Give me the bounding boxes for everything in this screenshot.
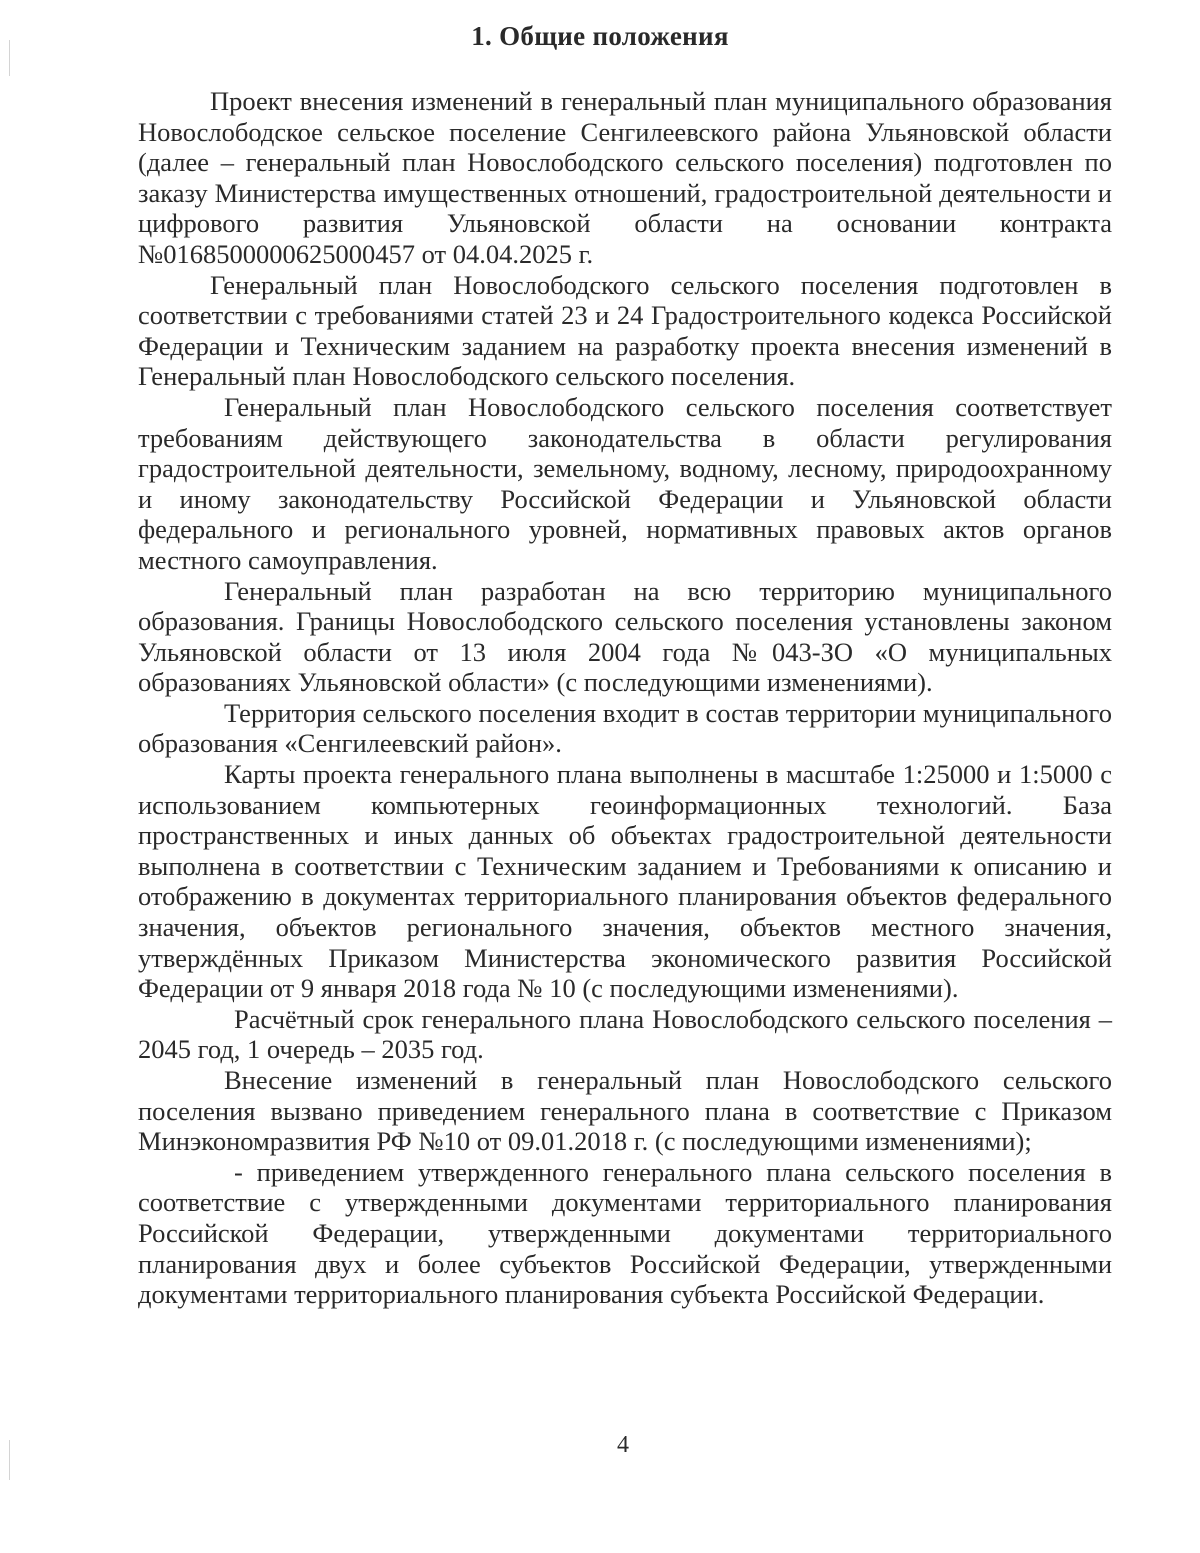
paragraph-project-basis: Проект внесения изменений в генеральный план муниципального образования Новослободское сельское поселение Сенгилеевского района Ульяновской области (далее – генеральный план Новослободского сельского поселения) подготовлен по заказу Министерства имущественных отношений, градостроительной деятельности и цифрового развития Ульяновской области на основании контракта №0168500000625000457 от 04.04.2025 г. — [138, 86, 1112, 269]
paragraph-planning-period: Расчётный срок генерального плана Новослободского сельского поселения – 2045 год, 1 очередь – 2035 год. — [138, 1003, 1112, 1065]
paragraph-maps-scale: Карты проекта генерального плана выполнены в масштабе 1:25000 и 1:5000 с использованием компьютерных геоинформационных технологий. База пространственных и иных данных об объектах градостроительной деятельности выполнена в соответствии с Техническим заданием и Требованиями к описанию и отображению в документах территориального планирования объектов федерального значения, объектов регионального значения, объектов местного значения, утверждённых Приказом Министерства экономического развития Российской Федерации от 9 января 2018 года № 10 (с последующими изменениями). — [138, 759, 1112, 1004]
page-number: 4 — [617, 1432, 629, 1458]
section-heading: 1. Общие положения — [471, 21, 729, 51]
scan-edge-mark — [9, 40, 10, 76]
paragraph-amendment-list-item: - приведением утвержденного генерального плана сельского поселения в соответствие с утвержденными документами территориального планирования Российской Федерации, утвержденными документами территориального планирования двух и более субъектов Российской Федерации, утвержденными документами территориального планирования субъекта Российской Федерации. — [138, 1156, 1112, 1310]
paragraph-district-membership: Территория сельского поселения входит в состав территории муниципального образования «Сенгилеевский район». — [138, 697, 1112, 759]
paragraph-legal-compliance: Генеральный план Новослободского сельского поселения подготовлен в соответствии с требованиями статей 23 и 24 Градостроительного кодекса Российской Федерации и Техническим заданием на разработку проекта внесения изменений в Генеральный план Новослободского сельского поселения. — [138, 269, 1112, 392]
scan-edge-mark — [9, 1440, 10, 1480]
paragraph-amendment-reason: Внесение изменений в генеральный план Новослободского сельского поселения вызвано приведением генерального плана в соответствие с Приказом Минэкономразвития РФ №10 от 09.01.2018 г. (с последующими изменениями); — [138, 1065, 1112, 1157]
paragraph-legislation: Генеральный план Новослободского сельского поселения соответствует требованиям действующего законодательства в области регулирования градостроительной деятельности, земельному, водному, лесному, природоохранному и иному законодательству Российской Федерации и Ульяновской области федерального и регионального уровней, нормативных правовых актов органов местного самоуправления. — [138, 391, 1112, 575]
body-text — [138, 86, 1112, 1310]
paragraph-territory-boundaries: Генеральный план разработан на всю территорию муниципального образования. Границы Новослободского сельского поселения установлены законом Ульяновской области от 13 июля 2004 года №043-ЗО «О муниципальных образованиях Ульяновской области» (с последующими изменениями). — [138, 575, 1112, 698]
